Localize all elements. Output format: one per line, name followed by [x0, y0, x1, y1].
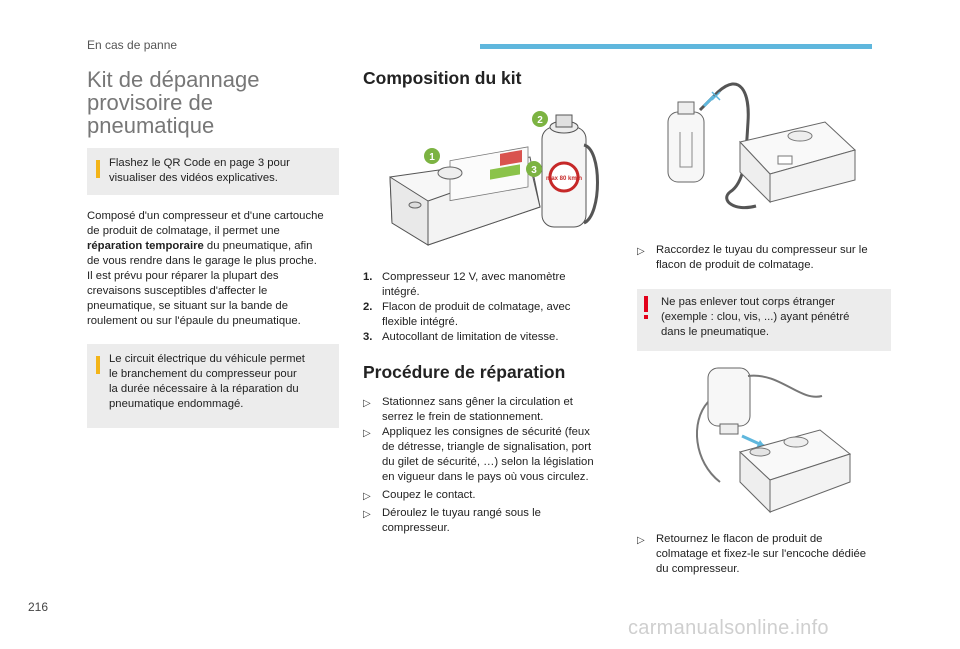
component-item	[363, 330, 603, 345]
component-text: flexible intégré.	[382, 316, 458, 328]
body-text-bold: réparation temporaire	[87, 240, 204, 252]
procedure-step	[363, 488, 608, 503]
step-text: du gilet de sécurité, …) selon la législation	[382, 456, 594, 468]
kit-illustration	[380, 105, 610, 265]
step-arrow-icon: ▷	[363, 428, 371, 439]
component-item	[363, 300, 603, 330]
component-number: 3.	[363, 331, 373, 343]
step-text: Déroulez le tuyau rangé sous le	[382, 507, 541, 519]
kit-composition-title: Composition du kit	[363, 68, 522, 88]
step-text: compresseur.	[382, 522, 450, 534]
tip-text-line: Flashez le QR Code en page 3 pour	[109, 157, 290, 169]
speed-sticker-label: max 80 km/h	[545, 176, 583, 182]
procedure-step	[363, 506, 608, 536]
kit-description	[87, 209, 347, 329]
callout-number: 1	[429, 152, 435, 163]
body-text-line: du pneumatique, afin	[203, 240, 313, 252]
body-text-line: pneumatique, se situant sur la bande de	[87, 300, 288, 312]
step-arrow-icon: ▷	[363, 398, 371, 409]
qr-tip-box	[87, 148, 339, 195]
step-text: Stationnez sans gêner la circulation et	[382, 396, 573, 408]
body-text-line: Il est prévu pour réparer la plupart des	[87, 270, 279, 282]
step-text: Retournez le flacon de produit de	[656, 533, 823, 545]
info-icon	[96, 160, 100, 178]
info-icon	[96, 356, 100, 374]
step-text: Coupez le contact.	[382, 489, 476, 501]
step-text: Raccordez le tuyau du compresseur sur le	[656, 244, 868, 256]
body-text-line: roulement ou sur l'épaule du pneumatique.	[87, 315, 301, 327]
step-arrow-icon: ▷	[363, 509, 371, 520]
tip-text-line: visualiser des vidéos explicatives.	[109, 172, 278, 184]
mount-bottle-illustration	[690, 362, 860, 522]
step-arrow-icon: ▷	[363, 491, 371, 502]
component-text: Autocollant de limitation de vitesse.	[382, 331, 559, 343]
step-text: serrez le frein de stationnement.	[382, 411, 544, 423]
tip-text-line: la durée nécessaire à la réparation du	[109, 383, 299, 395]
watermark: carmanualsonline.info	[628, 617, 829, 639]
component-number: 2.	[363, 301, 373, 313]
section-header: En cas de panne	[87, 38, 178, 52]
component-number: 1.	[363, 271, 373, 283]
step-arrow-icon: ▷	[637, 246, 645, 257]
tip-text-line: le branchement du compresseur pour	[109, 368, 297, 380]
component-text: Compresseur 12 V, avec manomètre	[382, 271, 566, 283]
component-text: intégré.	[382, 286, 420, 298]
page-title-line: pneumatique	[87, 113, 215, 138]
callout-number: 3	[531, 165, 537, 176]
component-text: Flacon de produit de colmatage, avec	[382, 301, 571, 313]
warning-box	[637, 289, 891, 351]
callout-number: 2	[537, 115, 543, 126]
page-title-line: Kit de dépannage	[87, 67, 260, 92]
warning-text-line: (exemple : clou, vis, ...) ayant pénétré	[661, 311, 850, 323]
body-text-line: de vous rendre dans le garage le plus proche.	[87, 255, 317, 267]
page-title	[87, 68, 337, 137]
mount-bottle-step	[637, 532, 892, 577]
body-text-line: de produit de colmatage, il permet une	[87, 225, 280, 237]
warning-text-line: dans le pneumatique.	[661, 326, 770, 338]
tip-text-line: pneumatique endommagé.	[109, 398, 244, 410]
body-text-line: Composé d'un compresseur et d'une cartouche	[87, 210, 324, 222]
step-text: de détresse, triangle de signalisation, port	[382, 441, 592, 453]
step-text: en vigueur dans le pays où vous circulez.	[382, 471, 589, 483]
step-text: flacon de produit de colmatage.	[656, 259, 814, 271]
connect-hose-illustration	[660, 72, 870, 232]
procedure-step	[363, 395, 608, 425]
repair-procedure-title: Procédure de réparation	[363, 362, 566, 382]
connect-hose-step	[637, 243, 892, 273]
step-text: colmatage et fixez-le sur l'encoche dédiée	[656, 548, 867, 560]
warning-icon	[644, 296, 648, 312]
step-arrow-icon: ▷	[637, 535, 645, 546]
page-title-line: provisoire de	[87, 90, 213, 115]
body-text-line: crevaisons susceptibles d'affecter le	[87, 285, 268, 297]
procedure-step	[363, 425, 608, 485]
page-number: 216	[28, 600, 49, 614]
circuit-tip-box	[87, 344, 339, 428]
tip-text-line: Le circuit électrique du véhicule permet	[109, 353, 305, 365]
warning-text-line: Ne pas enlever tout corps étranger	[661, 296, 835, 308]
component-item	[363, 270, 603, 300]
header-accent-bar	[480, 44, 872, 49]
step-text: Appliquez les consignes de sécurité (feux	[382, 426, 590, 438]
step-text: du compresseur.	[656, 563, 740, 575]
